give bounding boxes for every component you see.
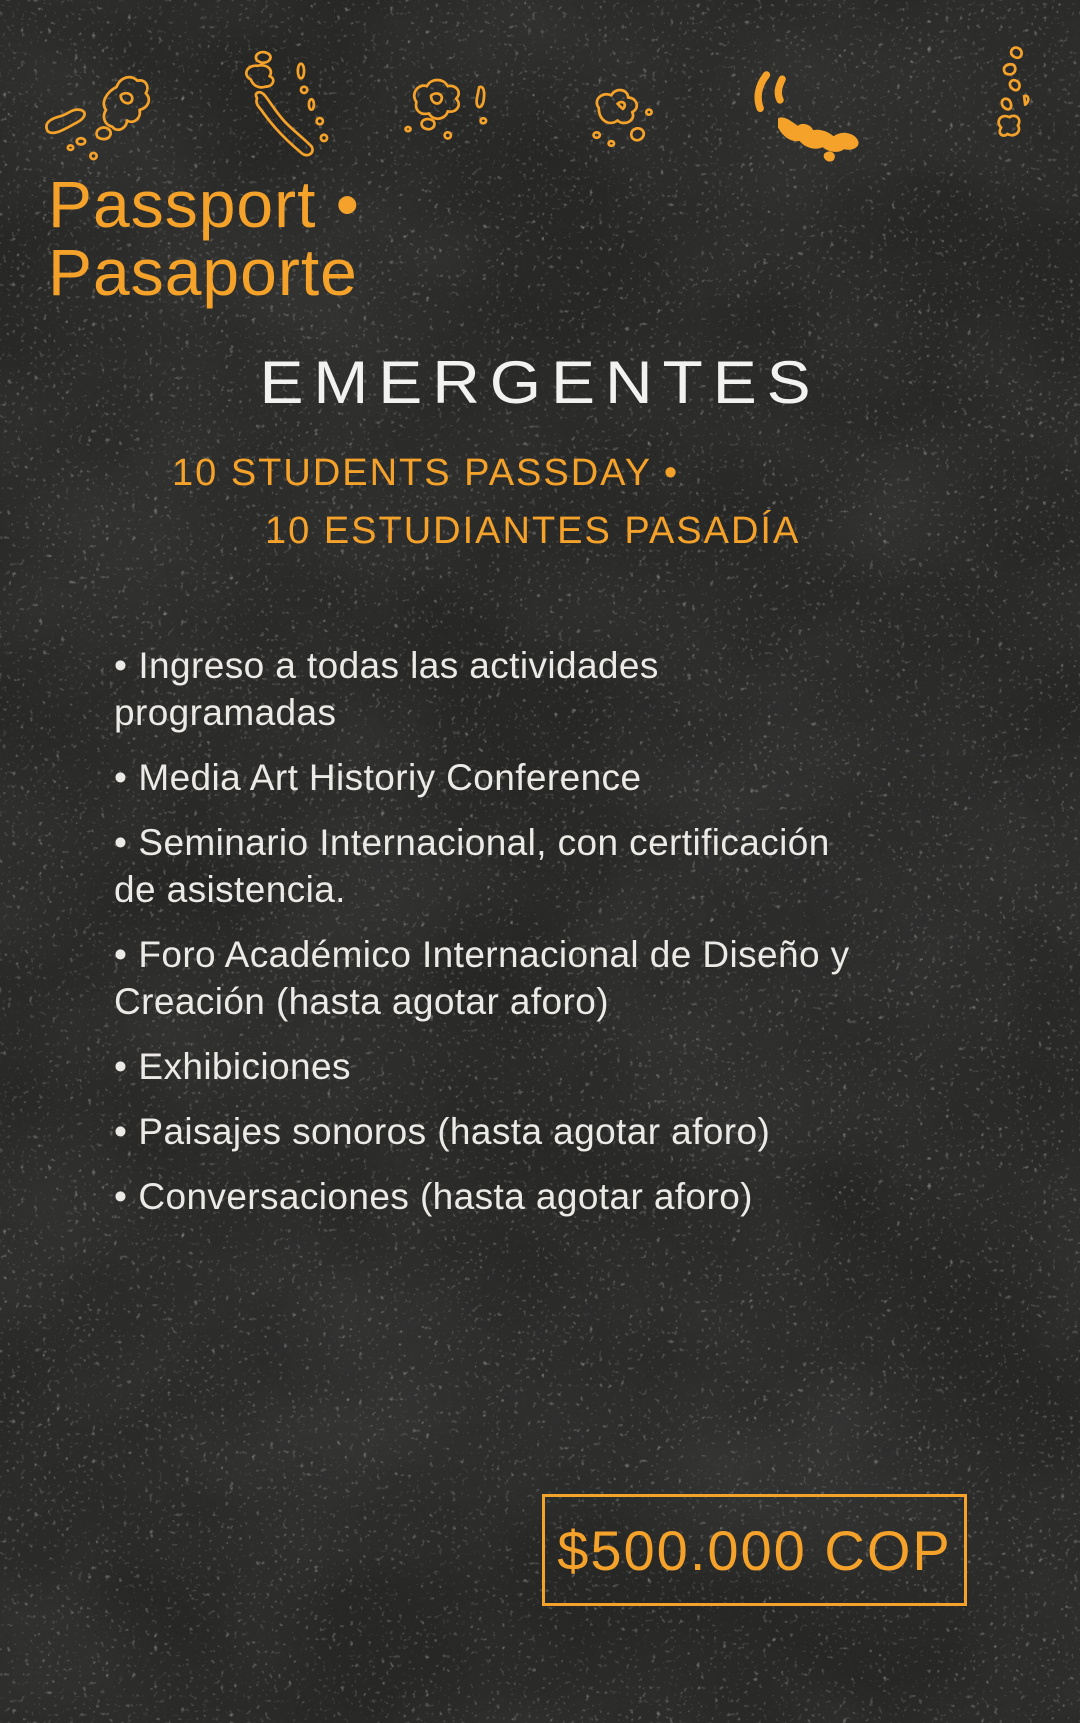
title-line-2: Pasaporte — [48, 235, 358, 309]
benefit-item — [114, 754, 866, 801]
benefit-item — [114, 642, 866, 736]
archipelago-2-icon — [210, 48, 348, 163]
bullet-glyph: • — [114, 757, 128, 798]
benefit-item — [114, 1043, 866, 1090]
heading-emergentes: EMERGENTES — [259, 349, 821, 416]
bullet-glyph: • — [114, 1176, 128, 1217]
benefit-item — [114, 931, 866, 1025]
benefits-list — [114, 642, 866, 1238]
subtitle-estudiantes-pasadia: 10 ESTUDIANTES PASADÍA — [265, 510, 801, 552]
archipelago-3-icon — [384, 58, 522, 173]
benefit-text: Foro Académico Internacional de Diseño y Creación (hasta agotar aforo) — [114, 934, 850, 1022]
poster-title — [48, 167, 360, 309]
archipelago-6-icon — [906, 44, 1044, 159]
bullet-glyph: • — [114, 1046, 128, 1087]
price-box — [542, 1494, 967, 1606]
benefit-text: Ingreso a todas las actividades programadas — [114, 645, 659, 733]
islands-row — [36, 48, 1044, 173]
price-text: $500.000 COP — [557, 1518, 952, 1582]
archipelago-5-icon — [732, 54, 870, 169]
benefit-item — [114, 1173, 866, 1220]
title-line-1: Passport • — [48, 167, 360, 241]
bullet-glyph: • — [114, 645, 128, 686]
archipelago-4-icon — [558, 64, 696, 179]
benefit-item — [114, 819, 866, 913]
benefit-text: Seminario Internacional, con certificación de asistencia. — [114, 822, 830, 910]
archipelago-1-icon — [36, 64, 174, 179]
benefit-text: Exhibiciones — [138, 1046, 351, 1087]
bullet-glyph: • — [114, 822, 128, 863]
bullet-glyph: • — [114, 934, 128, 975]
benefit-text: Media Art Historiy Conference — [138, 757, 642, 798]
subtitle-students-passday: 10 STUDENTS PASSDAY • — [172, 452, 680, 494]
bullet-glyph: • — [114, 1111, 128, 1152]
benefit-item — [114, 1108, 866, 1155]
benefit-text: Paisajes sonoros (hasta agotar aforo) — [138, 1111, 771, 1152]
benefit-text: Conversaciones (hasta agotar aforo) — [138, 1176, 753, 1217]
